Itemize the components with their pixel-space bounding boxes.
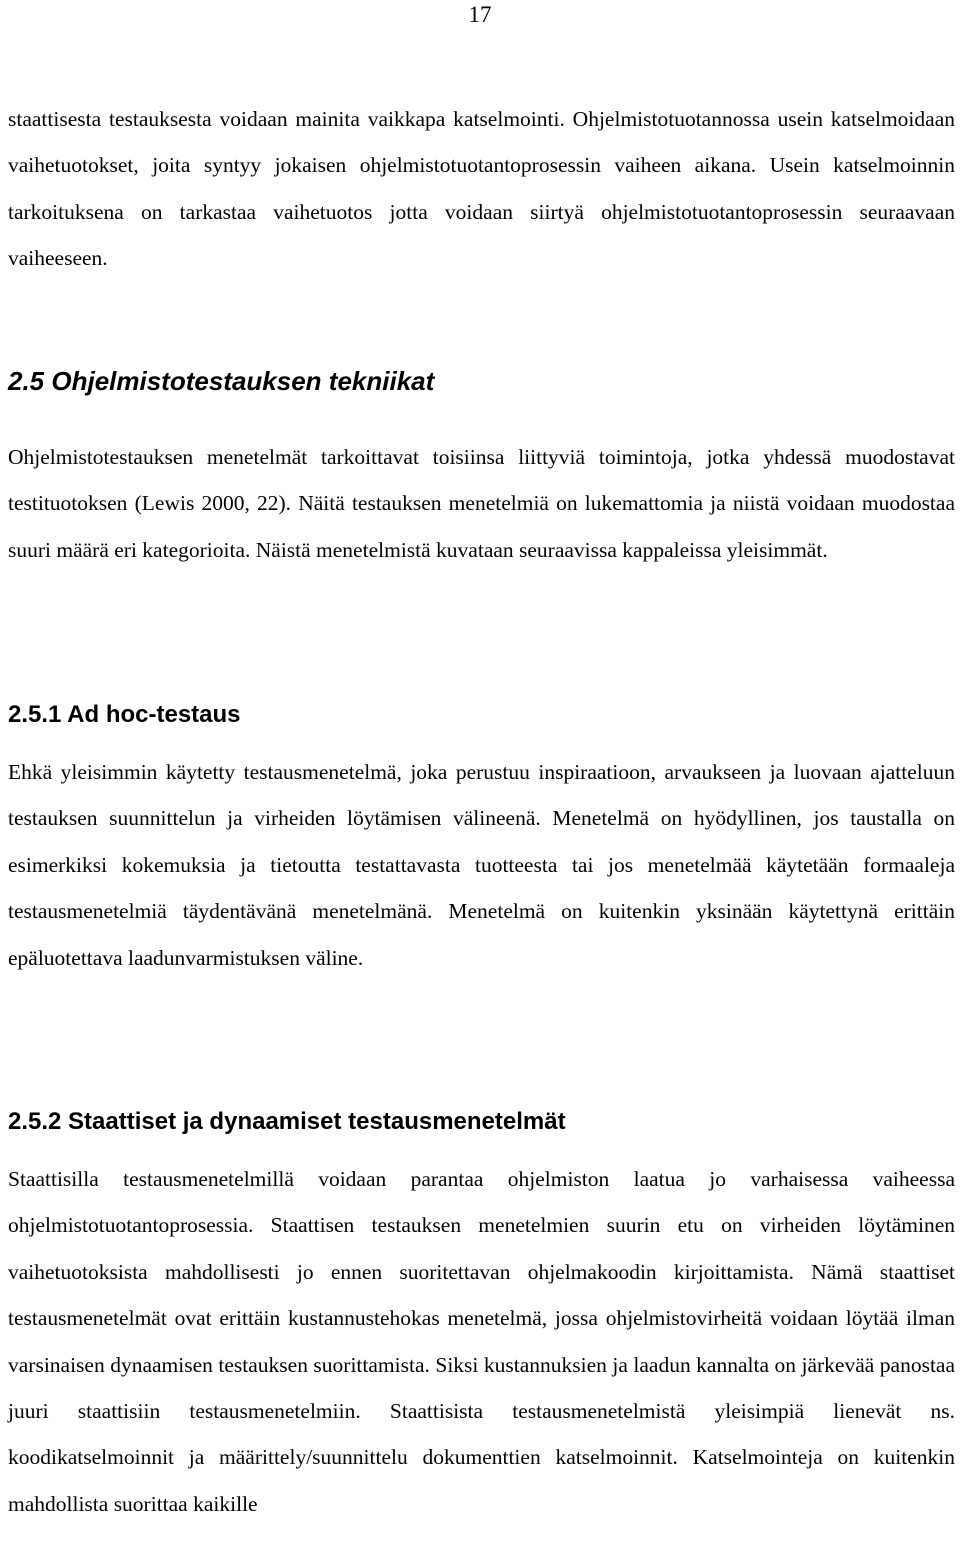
section-2-5-paragraph-block [8,434,955,573]
section-heading-2-5-2: 2.5.2 Staattiset ja dynaamiset testausmenetelmät [8,1108,566,1135]
section-2-5-2-paragraph: Staattisilla testausmenetelmillä voidaan parantaa ohjelmiston laatua jo varhaisessa vaiheessa ohjelmistotuotantoprosessia. Staattisen testauksen menetelmien suurin etu on virheiden löytäminen vaihetuotoksista mahdollisesti jo ennen suoritettavan ohjelmakoodin kirjoittamista. Nämä staattiset testausmenetelmät ovat erittäin kustannustehokas menetelmä, jossa ohjelmistovirheitä voidaan löytää ilman varsinaisen dynaamisen testauksen suorittamista. Siksi kustannuksien ja laadun kannalta on järkevää panostaa juuri staattisiin testausmenetelmiin. Staattisista testausmenetelmistä yleisimpiä lienevät ns. koodikatselmoinnit ja määrittely/suunnittelu dokumenttien katselmoinnit. Katselmointeja on kuitenkin mahdollista suorittaa kaikille [8,1167,955,1516]
intro-paragraph: staattisesta testauksesta voidaan mainita vaikkapa katselmointi. Ohjelmistotuotannossa usein katselmoidaan vaihetuotokset, joita syntyy jokaisen ohjelmistotuotantoprosessin vaiheen aikana. Usein katselmoinnin tarkoituksena on tarkastaa vaihetuotos jotta voidaan siirtyä ohjelmistotuotantoprosessin seuraavaan vaiheeseen. [8,107,955,271]
section-2-5-paragraph: Ohjelmistotestauksen menetelmät tarkoittavat toisiinsa liittyviä toimintoja, jotka yhdessä muodostavat testituotoksen (Lewis 2000, 22). Näitä testauksen menetelmiä on lukemattomia ja niistä voidaan muodostaa suuri määrä eri kategorioita. Näistä menetelmistä kuvataan seuraavissa kappaleissa yleisimmät. [8,445,955,562]
page-number: 17 [468,2,492,27]
section-2-5-1-paragraph: Ehkä yleisimmin käytetty testausmenetelmä, joka perustuu inspiraatioon, arvaukseen ja luovaan ajatteluun testauksen suunnittelun ja virheiden löytämisen välineenä. Menetelmä on hyödyllinen, jos taustalla on esimerkiksi kokemuksia ja tietoutta testattavasta tuotteesta tai jos menetelmää käytetään formaaleja testausmenetelmiä täydentävänä menetelmänä. Menetelmä on kuitenkin yksinään käytettynä erittäin epäluotettava laadunvarmistuksen väline. [8,760,955,970]
section-2-5-1-paragraph-block [8,749,955,981]
section-heading-2-5-1: 2.5.1 Ad hoc-testaus [8,701,241,728]
intro-paragraph-block [8,96,955,282]
section-2-5-2-paragraph-block [8,1156,955,1527]
section-heading-2-5: 2.5 Ohjelmistotestauksen tekniikat [8,366,435,396]
